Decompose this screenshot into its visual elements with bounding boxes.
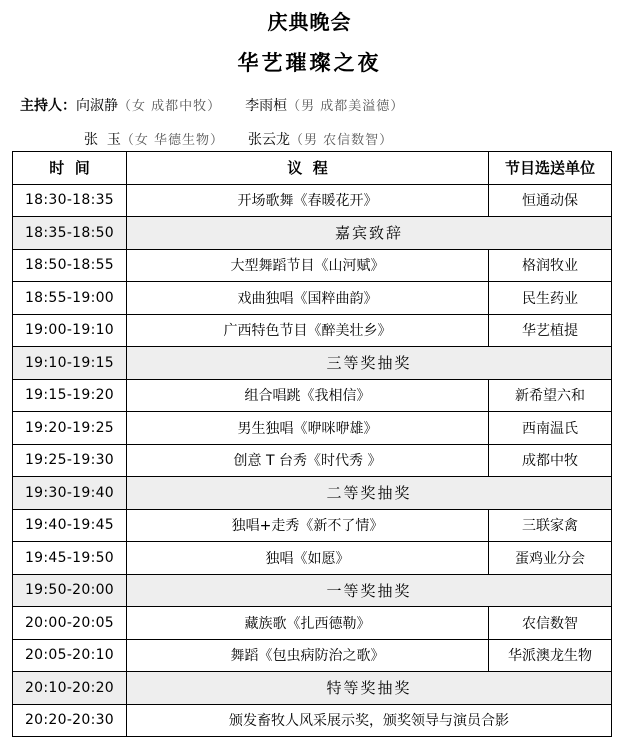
time-cell: 20:10-20:20 (13, 672, 127, 705)
table-row (13, 184, 612, 217)
time-cell: 19:45-19:50 (13, 542, 127, 575)
program-cell: 舞蹈《包虫病防治之歌》 (127, 639, 489, 672)
table-row (13, 672, 612, 705)
segment-cell: 二等奖抽奖 (127, 477, 612, 510)
table-body (13, 184, 612, 737)
time-cell: 18:35-18:50 (13, 217, 127, 250)
table-row (13, 509, 612, 542)
host-name: 张云龙 (248, 132, 291, 148)
page-subtitle: 华艺璀璨之夜 (237, 50, 382, 75)
segment-cell: 嘉宾致辞 (127, 217, 612, 250)
hosts-line-1 (20, 95, 404, 115)
page-title: 庆典晚会 (267, 10, 352, 34)
program-cell: 广西特色节目《醉美壮乡》 (127, 314, 489, 347)
time-cell: 19:20-19:25 (13, 412, 127, 445)
host-note: （女 成都中牧） (118, 99, 222, 114)
unit-cell: 成都中牧 (489, 444, 612, 477)
unit-cell: 三联家禽 (489, 509, 612, 542)
segment-cell: 特等奖抽奖 (127, 672, 612, 705)
header-time: 时 间 (13, 152, 127, 185)
header-unit: 节目选送单位 (489, 152, 612, 185)
table-row (13, 379, 612, 412)
table-row (13, 704, 612, 737)
table-row (13, 347, 612, 380)
program-table (12, 151, 612, 737)
host-note: （男 成都美溢德） (287, 99, 405, 114)
table-row (13, 607, 612, 640)
host-name: 张 玉 (84, 132, 121, 148)
time-cell: 18:30-18:35 (13, 184, 127, 217)
host-note: （女 华德生物） (120, 133, 225, 148)
program-cell: 开场歌舞《春暖花开》 (127, 184, 489, 217)
segment-cell: 三等奖抽奖 (127, 347, 612, 380)
time-cell: 18:50-18:55 (13, 249, 127, 282)
unit-cell: 蛋鸡业分会 (489, 542, 612, 575)
host-name: 李雨桓 (245, 98, 288, 114)
time-cell: 19:25-19:30 (13, 444, 127, 477)
segment-cell: 一等奖抽奖 (127, 574, 612, 607)
table-row (13, 574, 612, 607)
table-row (13, 249, 612, 282)
program-cell: 独唱《如愿》 (127, 542, 489, 575)
table-row (13, 542, 612, 575)
host-name: 向淑静 (76, 98, 118, 114)
time-cell: 19:00-19:10 (13, 314, 127, 347)
unit-cell: 西南温氏 (489, 412, 612, 445)
program-cell: 藏族歌《扎西德勒》 (127, 607, 489, 640)
host-note: （男 农信数智） (290, 133, 394, 148)
table-row (13, 477, 612, 510)
unit-cell: 民生药业 (489, 282, 612, 315)
time-cell: 20:20-20:30 (13, 704, 127, 737)
program-cell: 独唱+走秀《新不了情》 (127, 509, 489, 542)
table-row (13, 444, 612, 477)
hosts-label: 主持人： (20, 98, 76, 114)
closing-cell: 颁发畜牧人风采展示奖，颁奖领导与演员合影 (127, 704, 612, 737)
header-program: 议 程 (127, 152, 489, 185)
program-cell: 男生独唱《咿咪咿雄》 (127, 412, 489, 445)
unit-cell: 格润牧业 (489, 249, 612, 282)
time-cell: 19:50-20:00 (13, 574, 127, 607)
unit-cell: 新希望六和 (489, 379, 612, 412)
time-cell: 19:15-19:20 (13, 379, 127, 412)
table-row (13, 412, 612, 445)
time-cell: 19:30-19:40 (13, 477, 127, 510)
unit-cell: 华艺植提 (489, 314, 612, 347)
time-cell: 20:00-20:05 (13, 607, 127, 640)
table-row (13, 314, 612, 347)
table-row (13, 639, 612, 672)
program-cell: 创意 T 台秀《时代秀 》 (127, 444, 489, 477)
time-cell: 20:05-20:10 (13, 639, 127, 672)
program-cell: 戏曲独唱《国粹曲韵》 (127, 282, 489, 315)
unit-cell: 华派澳龙生物 (489, 639, 612, 672)
unit-cell: 农信数智 (489, 607, 612, 640)
table-row (13, 217, 612, 250)
hosts-line-2 (84, 129, 393, 149)
time-cell: 19:40-19:45 (13, 509, 127, 542)
table-header-row (13, 152, 612, 185)
unit-cell: 恒通动保 (489, 184, 612, 217)
program-cell: 组合唱跳《我相信》 (127, 379, 489, 412)
program-cell: 大型舞蹈节目《山河赋》 (127, 249, 489, 282)
table-row (13, 282, 612, 315)
time-cell: 18:55-19:00 (13, 282, 127, 315)
time-cell: 19:10-19:15 (13, 347, 127, 380)
